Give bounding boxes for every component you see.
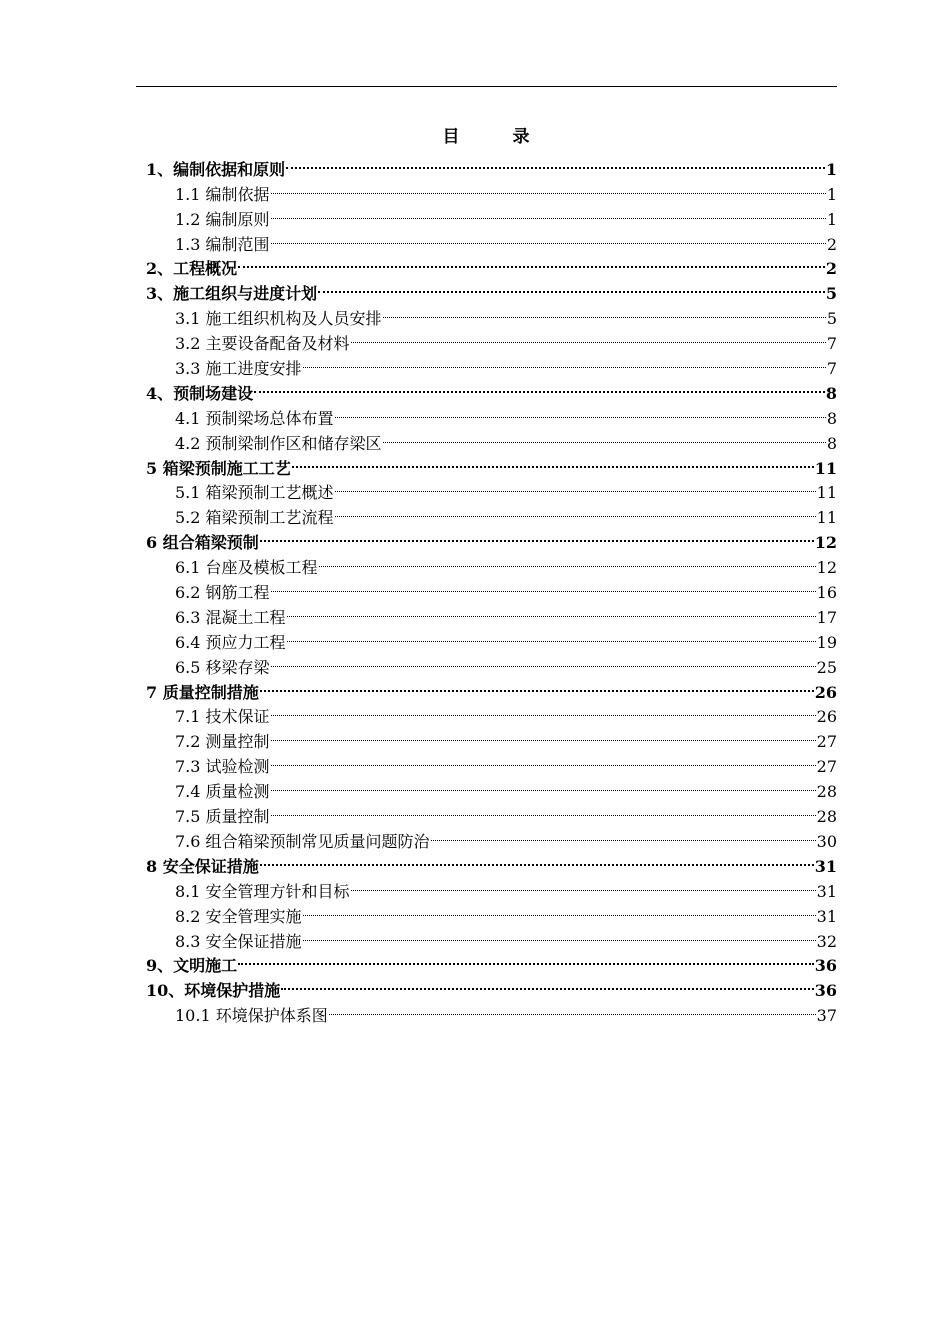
- toc-dot-leader: [271, 175, 826, 200]
- toc-title: [136, 124, 837, 150]
- toc-entry-page-number: 31: [816, 881, 837, 901]
- toc-dot-leader: [351, 324, 826, 349]
- toc-entry-page-number: 1: [826, 184, 837, 204]
- toc-entry-page-number: 11: [814, 458, 837, 478]
- toc-dot-leader: [271, 200, 826, 225]
- toc-entry-page-number: 25: [816, 657, 837, 677]
- toc-entry-page-number: 30: [816, 831, 837, 851]
- toc-entry-label: 7.3 试验检测: [175, 757, 270, 777]
- toc-entry-page-number: 12: [816, 558, 837, 578]
- toc-entry-label: 6.5 移梁存梁: [175, 657, 270, 677]
- toc-entry-label: 7 质量控制措施: [146, 682, 259, 702]
- toc-entry[interactable]: [146, 274, 837, 304]
- toc-entry-label: 10、环境保护措施: [146, 981, 281, 1001]
- toc-entry[interactable]: [146, 150, 837, 179]
- toc-dot-leader: [271, 225, 826, 250]
- toc-dot-leader: [271, 573, 816, 598]
- toc-entry-page-number: 7: [826, 359, 837, 379]
- toc-entry-label: 4.2 预制梁制作区和储存梁区: [175, 433, 382, 453]
- toc-entry-page-number: 19: [816, 632, 837, 652]
- toc-entry-page-number: 36: [814, 981, 837, 1001]
- toc-entry-label: 3、施工组织与进度计划: [146, 284, 318, 304]
- toc-dot-leader: [281, 971, 813, 996]
- toc-dot-leader: [271, 772, 816, 797]
- toc-dot-leader: [254, 374, 825, 399]
- toc-entry-label: 5.1 箱梁预制工艺概述: [175, 483, 334, 503]
- toc-dot-leader: [271, 747, 816, 772]
- toc-entry-page-number: 2: [826, 234, 837, 254]
- toc-entry-label: 7.5 质量控制: [175, 807, 270, 827]
- toc-dot-leader: [329, 996, 816, 1021]
- toc-entry-label: 6.4 预应力工程: [175, 632, 286, 652]
- toc-dot-leader: [271, 797, 816, 822]
- toc-entry-label: 6 组合箱梁预制: [146, 533, 259, 553]
- toc-entry-label: 3.1 施工组织机构及人员安排: [175, 309, 382, 329]
- toc-dot-leader: [260, 847, 814, 872]
- toc-entry-page-number: 28: [816, 807, 837, 827]
- toc-entry-label: 8 安全保证措施: [146, 856, 259, 876]
- toc-entry-label: 5.2 箱梁预制工艺流程: [175, 508, 334, 528]
- toc-title-part2: 录: [512, 127, 531, 147]
- toc-entry-page-number: 11: [816, 508, 837, 528]
- toc-dot-leader: [335, 399, 826, 424]
- toc-dot-leader: [260, 523, 814, 548]
- toc-dot-leader: [303, 922, 816, 947]
- toc-dot-leader: [383, 424, 826, 449]
- toc-entry-page-number: 28: [816, 782, 837, 802]
- toc-title-part1: 目: [442, 127, 461, 147]
- toc-entry-page-number: 17: [816, 607, 837, 627]
- toc-entry-label: 9、文明施工: [146, 956, 238, 976]
- toc-entry-page-number: 37: [816, 1006, 837, 1026]
- toc-entry-page-number: 5: [826, 309, 837, 329]
- toc-dot-leader: [383, 299, 826, 324]
- toc-entry-label: 6.2 钢筋工程: [175, 583, 270, 603]
- toc-entry-page-number: 1: [826, 209, 837, 229]
- toc-dot-leader: [319, 548, 816, 573]
- toc-entry-label: 5 箱梁预制施工工艺: [146, 458, 291, 478]
- toc-entry-page-number: 12: [814, 533, 837, 553]
- toc-entry-page-number: 8: [826, 433, 837, 453]
- toc-dot-leader: [238, 250, 825, 275]
- toc-entry[interactable]: [146, 971, 837, 1001]
- toc-entry-label: 8.2 安全管理实施: [175, 906, 302, 926]
- toc-entry-label: 1.1 编制依据: [175, 184, 270, 204]
- toc-entry-label: 7.1 技术保证: [175, 707, 270, 727]
- toc-dot-leader: [260, 673, 814, 698]
- toc-entry-page-number: 16: [816, 583, 837, 603]
- toc-entry-page-number: 26: [816, 707, 837, 727]
- header-rule: [136, 86, 837, 87]
- toc-entry-page-number: 1: [825, 159, 837, 179]
- toc-entry-page-number: 8: [825, 383, 837, 403]
- toc-entry-label: 6.3 混凝土工程: [175, 607, 286, 627]
- toc-entry-label: 7.2 测量控制: [175, 732, 270, 752]
- table-of-contents: [146, 150, 837, 1026]
- toc-entry-label: 2、工程概况: [146, 259, 238, 279]
- toc-entry-page-number: 5: [825, 284, 837, 304]
- toc-entry-label: 10.1 环境保护体系图: [175, 1006, 328, 1026]
- toc-entry-label: 1、编制依据和原则: [146, 159, 286, 179]
- toc-dot-leader: [335, 474, 816, 499]
- toc-dot-leader: [335, 498, 816, 523]
- toc-entry-page-number: 7: [826, 334, 837, 354]
- toc-dot-leader: [238, 947, 814, 972]
- toc-dot-leader: [292, 449, 814, 474]
- toc-dot-leader: [287, 598, 816, 623]
- toc-entry-label: 6.1 台座及模板工程: [175, 558, 318, 578]
- toc-entry-label: 7.4 质量检测: [175, 782, 270, 802]
- toc-entry-label: 4、预制场建设: [146, 383, 254, 403]
- toc-dot-leader: [318, 274, 825, 299]
- toc-dot-leader: [271, 698, 816, 723]
- toc-entry-page-number: 8: [826, 408, 837, 428]
- toc-dot-leader: [351, 872, 816, 897]
- toc-entry-label: 8.3 安全保证措施: [175, 931, 302, 951]
- toc-entry-page-number: 31: [816, 906, 837, 926]
- toc-entry-label: 3.2 主要设备配备及材料: [175, 334, 350, 354]
- toc-entry-page-number: 31: [814, 856, 837, 876]
- toc-dot-leader: [271, 722, 816, 747]
- toc-dot-leader: [303, 349, 826, 374]
- toc-entry-label: 4.1 预制梁场总体布置: [175, 408, 334, 428]
- toc-entry-label: 7.6 组合箱梁预制常见质量问题防治: [175, 831, 430, 851]
- toc-entry-page-number: 36: [814, 956, 837, 976]
- toc-dot-leader: [287, 623, 816, 648]
- toc-entry-page-number: 2: [825, 259, 837, 279]
- toc-entry[interactable]: [146, 250, 837, 279]
- toc-dot-leader: [431, 822, 816, 847]
- toc-dot-leader: [271, 648, 816, 673]
- toc-entry-label: 1.2 编制原则: [175, 209, 270, 229]
- toc-entry-page-number: 32: [816, 931, 837, 951]
- toc-entry-label: 8.1 安全管理方针和目标: [175, 881, 350, 901]
- toc-entry-page-number: 26: [814, 682, 837, 702]
- toc-dot-leader: [286, 150, 825, 175]
- toc-dot-leader: [303, 897, 816, 922]
- toc-entry-page-number: 27: [816, 757, 837, 777]
- toc-entry[interactable]: [146, 947, 837, 976]
- toc-entry-page-number: 27: [816, 732, 837, 752]
- toc-entry-label: 1.3 编制范围: [175, 234, 270, 254]
- toc-entry-page-number: 11: [816, 483, 837, 503]
- toc-entry-label: 3.3 施工进度安排: [175, 359, 302, 379]
